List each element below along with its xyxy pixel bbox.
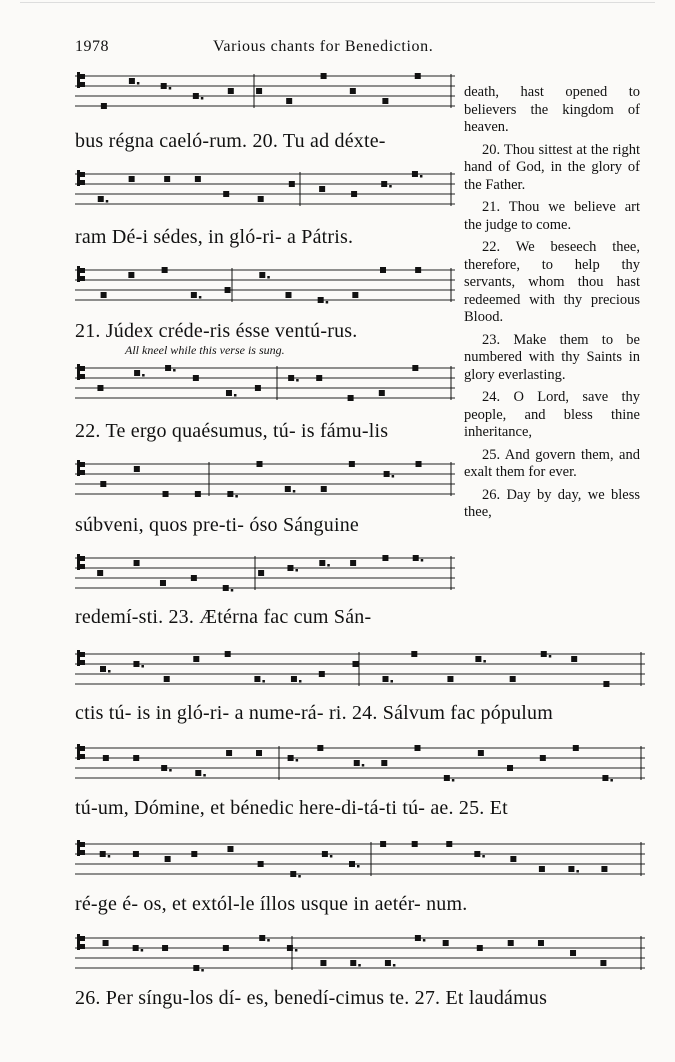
neume	[603, 681, 609, 687]
neume	[160, 580, 166, 586]
lyric-line: 22. Te ergo quaésumus, tú- is fámu-lis	[75, 420, 389, 442]
clef-c	[80, 366, 85, 371]
neume	[191, 292, 197, 298]
neume	[133, 851, 139, 857]
lyric-line: súbveni, quos pre-ti- óso Sánguine	[75, 514, 359, 536]
neume	[103, 755, 109, 761]
chant-staff	[75, 742, 645, 784]
neume-dot	[296, 759, 299, 762]
lyric-line: bus régna caeló-rum. 20. Tu ad déxte-	[75, 130, 386, 152]
neume	[101, 103, 107, 109]
neume	[164, 176, 170, 182]
clef-c	[77, 840, 80, 856]
clef-c	[80, 268, 85, 273]
neume-dot	[452, 779, 455, 782]
neume	[602, 775, 608, 781]
neume	[165, 365, 171, 371]
neume	[259, 935, 265, 941]
neume	[412, 841, 418, 847]
lyric-line: ram Dé-i sédes, in gló-ri- a Pátris.	[75, 226, 354, 248]
neume	[191, 851, 197, 857]
neume	[97, 385, 103, 391]
neume	[446, 841, 452, 847]
neume	[288, 755, 294, 761]
neume-dot	[293, 490, 296, 493]
clef-c	[80, 374, 85, 379]
neume	[321, 486, 327, 492]
neume	[601, 866, 607, 872]
neume-dot	[203, 774, 206, 777]
neume	[570, 950, 576, 956]
neume	[223, 191, 229, 197]
neume	[195, 176, 201, 182]
translation-column	[464, 84, 640, 527]
neume-dot	[327, 564, 330, 567]
neume-dot	[423, 939, 426, 942]
clef-c	[80, 180, 85, 185]
neume	[228, 88, 234, 94]
neume	[103, 940, 109, 946]
chant-staff	[75, 838, 645, 880]
translation-verse: 22. We beseech thee, therefore, to help thy servants, whom thou hast redeemed with thy precious Blood.	[464, 239, 640, 325]
clef-c	[77, 554, 80, 570]
neume	[257, 461, 263, 467]
neume	[133, 661, 139, 667]
neume-dot	[362, 764, 365, 767]
neume	[259, 272, 265, 278]
page-number: 1978	[75, 38, 109, 55]
neume	[319, 671, 325, 677]
neume	[225, 651, 231, 657]
translation-verse: 26. Day by day, we bless thee,	[464, 486, 640, 520]
neume-dot	[326, 301, 329, 304]
neume	[320, 960, 326, 966]
neume	[573, 745, 579, 751]
clef-c	[80, 276, 85, 281]
neume-dot	[420, 175, 423, 178]
running-title: Various chants for Benediction.	[213, 38, 434, 55]
translation-verse: death, hast opened to believers the kingdom of heaven.	[464, 84, 640, 135]
neume	[507, 765, 513, 771]
neume	[447, 676, 453, 682]
chant-staff	[75, 264, 455, 306]
neume	[223, 945, 229, 951]
neume	[225, 287, 231, 293]
neume	[258, 861, 264, 867]
neume	[165, 856, 171, 862]
neume-dot	[262, 680, 265, 683]
neume-dot	[482, 855, 485, 858]
neume-dot	[390, 680, 393, 683]
neume	[255, 385, 261, 391]
neume	[316, 375, 322, 381]
clef-c	[80, 944, 85, 949]
neume-dot	[267, 276, 270, 279]
neume	[226, 390, 232, 396]
neume	[510, 676, 516, 682]
neume-dot	[358, 964, 361, 967]
neume	[352, 661, 358, 667]
neume	[161, 83, 167, 89]
neume-dot	[201, 97, 204, 100]
neume-dot	[199, 296, 202, 299]
neume-dot	[231, 589, 234, 592]
neume-dot	[235, 495, 238, 498]
neume	[100, 666, 106, 672]
neume	[416, 461, 422, 467]
neume	[100, 481, 106, 487]
translation-verse: 21. Thou we believe art the judge to come.	[464, 199, 640, 233]
neume	[380, 267, 386, 273]
neume	[191, 575, 197, 581]
clef-c	[77, 72, 80, 88]
neume	[133, 945, 139, 951]
neume	[319, 560, 325, 566]
clef-c	[80, 850, 85, 855]
lyric-line: redemí-sti. 23. Ætérna fac cum Sán-	[75, 606, 372, 628]
neume	[100, 851, 106, 857]
neume-dot	[201, 969, 204, 972]
neume	[385, 960, 391, 966]
neume	[195, 770, 201, 776]
neume	[162, 267, 168, 273]
neume	[349, 861, 355, 867]
neume	[413, 555, 419, 561]
neume-dot	[173, 369, 176, 372]
neume-dot	[610, 779, 613, 782]
neume	[412, 171, 418, 177]
lyric-line: tú-um, Dómine, et bénedic here-di-tá-ti tú- ae. 25. Et	[75, 797, 508, 819]
neume	[129, 176, 135, 182]
neume	[351, 191, 357, 197]
neume-dot	[421, 559, 424, 562]
neume	[318, 297, 324, 303]
neume	[133, 755, 139, 761]
neume	[134, 370, 140, 376]
neume	[477, 945, 483, 951]
neume	[411, 651, 417, 657]
neume	[540, 755, 546, 761]
neume	[444, 775, 450, 781]
neume	[600, 960, 606, 966]
neume	[134, 560, 140, 566]
translation-verse: 24. O Lord, save thy people, and bless thine inheritance,	[464, 389, 640, 440]
neume	[382, 98, 388, 104]
neume	[475, 656, 481, 662]
neume	[290, 871, 296, 877]
neume	[415, 935, 421, 941]
neume	[352, 292, 358, 298]
neume-dot	[330, 855, 333, 858]
top-rule	[20, 2, 655, 3]
neume	[443, 940, 449, 946]
neume-dot	[299, 680, 302, 683]
neume	[349, 461, 355, 467]
chant-staff	[75, 362, 455, 404]
neume	[286, 98, 292, 104]
neume-dot	[137, 82, 140, 85]
clef-c	[77, 744, 80, 760]
neume	[193, 375, 199, 381]
neume-dot	[576, 870, 579, 873]
neume	[258, 196, 264, 202]
clef-c	[77, 934, 80, 950]
clef-c	[80, 172, 85, 177]
neume	[285, 292, 291, 298]
neume	[223, 585, 229, 591]
clef-c	[80, 746, 85, 751]
neume-dot	[389, 185, 392, 188]
neume	[193, 656, 199, 662]
neume	[322, 851, 328, 857]
neume	[164, 676, 170, 682]
clef-c	[77, 650, 80, 666]
neume	[98, 196, 104, 202]
neume	[415, 267, 421, 273]
neume	[256, 750, 262, 756]
neume	[384, 471, 390, 477]
neume	[162, 945, 168, 951]
neume	[538, 940, 544, 946]
neume	[258, 570, 264, 576]
neume	[291, 676, 297, 682]
neume	[541, 651, 547, 657]
neume	[193, 93, 199, 99]
neume-dot	[357, 865, 360, 868]
neume	[412, 365, 418, 371]
clef-c	[80, 936, 85, 941]
neume	[382, 676, 388, 682]
lyric-line: ctis tú- is in gló-ri- a nume-rá- ri. 24. Sálvum fac pópulum	[75, 702, 554, 724]
neume-dot	[108, 670, 111, 673]
neume-dot	[392, 475, 395, 478]
neume-dot	[483, 660, 486, 663]
translation-verse: 23. Make them to be numbered with thy Saints in glory everlasting.	[464, 331, 640, 383]
neume-dot	[295, 949, 298, 952]
translation-verse: 25. And govern them, and exalt them for ever.	[464, 446, 640, 480]
chant-staff	[75, 648, 645, 690]
clef-c	[80, 754, 85, 759]
neume-dot	[141, 949, 144, 952]
neume-dot	[169, 87, 172, 90]
neume	[128, 272, 134, 278]
neume	[348, 395, 354, 401]
chant-staff	[75, 458, 455, 500]
neume	[414, 745, 420, 751]
neume	[478, 750, 484, 756]
neume	[129, 78, 135, 84]
neume	[254, 676, 260, 682]
neume	[380, 841, 386, 847]
lyric-line: ré-ge é- os, et extól-le íllos usque in aetér- num.	[75, 893, 468, 915]
clef-c	[80, 462, 85, 467]
neume	[134, 466, 140, 472]
neume	[289, 181, 295, 187]
neume	[227, 846, 233, 852]
neume-dot	[169, 769, 172, 772]
neume	[508, 940, 514, 946]
neume	[97, 570, 103, 576]
neume	[101, 292, 107, 298]
neume	[539, 866, 545, 872]
neume	[382, 555, 388, 561]
clef-c	[80, 556, 85, 561]
neume	[350, 960, 356, 966]
neume	[415, 73, 421, 79]
neume-dot	[142, 374, 145, 377]
neume	[287, 565, 293, 571]
neume	[319, 186, 325, 192]
lyric-line: 21. Júdex créde-ris ésse ventú-rus.	[75, 320, 358, 342]
neume	[381, 760, 387, 766]
neume	[288, 375, 294, 381]
neume	[350, 88, 356, 94]
clef-c	[77, 170, 80, 186]
neume	[226, 750, 232, 756]
neume	[354, 760, 360, 766]
chant-staff	[75, 168, 455, 210]
clef-c	[80, 74, 85, 79]
neume-dot	[549, 655, 552, 658]
neume-dot	[393, 964, 396, 967]
neume	[285, 486, 291, 492]
chant-staff	[75, 552, 455, 594]
clef-c	[80, 82, 85, 87]
neume	[227, 491, 233, 497]
clef-c	[77, 364, 80, 380]
clef-c	[80, 564, 85, 569]
neume	[571, 656, 577, 662]
neume	[256, 88, 262, 94]
neume	[163, 491, 169, 497]
neume-dot	[298, 875, 301, 878]
neume	[193, 965, 199, 971]
rubric-note: All kneel while this verse is sung.	[125, 343, 285, 357]
neume-dot	[267, 939, 270, 942]
clef-c	[77, 460, 80, 476]
neume	[195, 491, 201, 497]
neume	[568, 866, 574, 872]
translation-verse: 20. Thou sittest at the right hand of God, in the glory of the Father.	[464, 141, 640, 193]
neume-dot	[108, 855, 111, 858]
neume	[317, 745, 323, 751]
neume-dot	[296, 379, 299, 382]
neume	[474, 851, 480, 857]
chant-staff	[75, 70, 455, 112]
neume-dot	[234, 394, 237, 397]
clef-c	[77, 266, 80, 282]
neume-dot	[106, 200, 109, 203]
neume	[321, 73, 327, 79]
neume	[381, 181, 387, 187]
neume	[350, 560, 356, 566]
neume	[510, 856, 516, 862]
neume	[161, 765, 167, 771]
clef-c	[80, 470, 85, 475]
chant-staff	[75, 932, 645, 974]
neume	[379, 390, 385, 396]
clef-c	[80, 652, 85, 657]
neume-dot	[295, 569, 298, 572]
neume-dot	[141, 665, 144, 668]
clef-c	[80, 660, 85, 665]
page-header	[75, 38, 645, 58]
lyric-line: 26. Per síngu-los dí- es, benedí-cimus te. 27. Et laudámus	[75, 987, 548, 1009]
clef-c	[80, 842, 85, 847]
